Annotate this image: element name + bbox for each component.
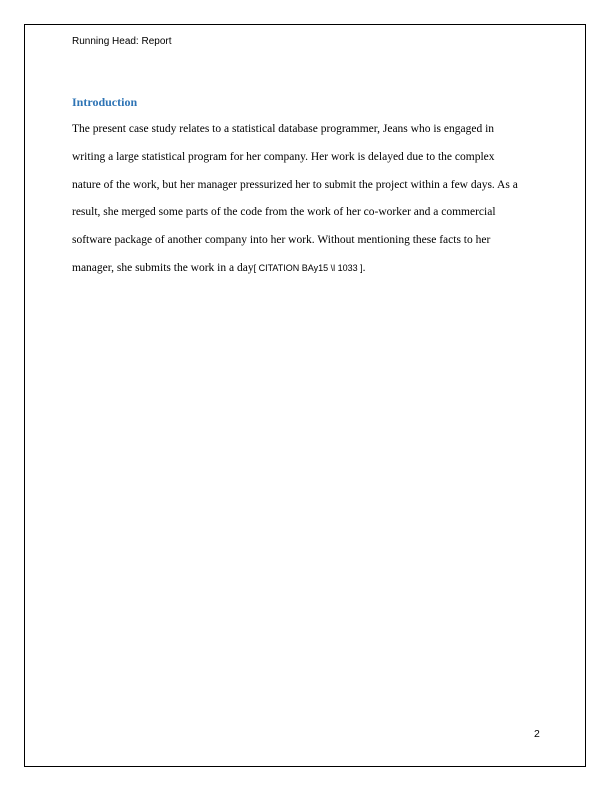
page-number: 2 — [534, 728, 540, 740]
body-line: result, she merged some parts of the code from the work of her co-worker and a commercial — [72, 206, 496, 218]
body-line-text: manager, she submits the work in a day — [72, 262, 254, 274]
body-line: writing a large statistical program for her company. Her work is delayed due to the complex — [72, 151, 495, 163]
section-heading: Introduction — [72, 95, 138, 109]
running-head: Running Head: Report — [72, 36, 172, 47]
body-line-last — [72, 262, 366, 274]
body-line: software package of another company into her work. Without mentioning these facts to her — [72, 234, 491, 246]
citation-field: [ CITATION BAy15 \l 1033 ] — [253, 263, 363, 273]
body-line-end: . — [362, 262, 366, 274]
page-border — [24, 24, 586, 767]
body-line: nature of the work, but her manager pressurized her to submit the project within a few days. As a — [72, 179, 518, 191]
body-line: The present case study relates to a statistical database programmer, Jeans who is engaged in — [72, 123, 495, 135]
